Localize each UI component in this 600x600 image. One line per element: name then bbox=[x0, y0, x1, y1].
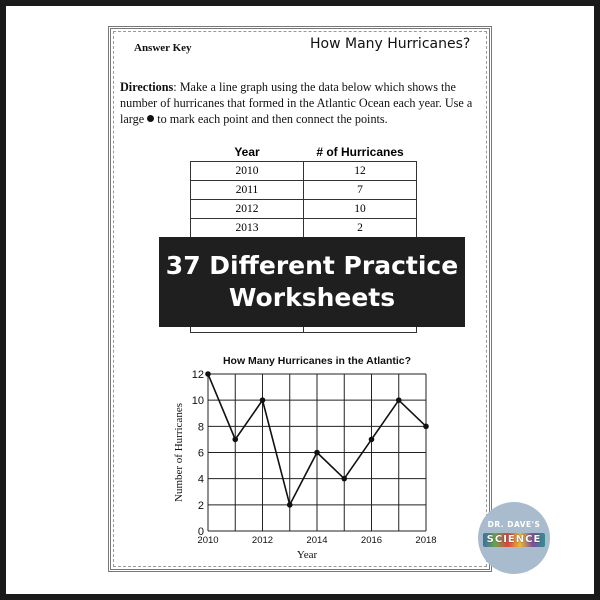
logo-bottom-text: SCIENCE bbox=[483, 533, 545, 547]
y-tick-label: 6 bbox=[197, 447, 204, 460]
x-axis-label: Year bbox=[296, 549, 318, 561]
table-row bbox=[191, 219, 417, 238]
x-tick-label: 2018 bbox=[415, 535, 437, 546]
x-tick-label: 2016 bbox=[360, 535, 383, 546]
data-point bbox=[341, 476, 347, 482]
table-cell-count: 7 bbox=[304, 181, 417, 200]
y-tick-label: 8 bbox=[197, 421, 204, 434]
answer-key-label: Answer Key bbox=[134, 42, 192, 54]
table-header-hurricanes: # of Hurricanes bbox=[316, 145, 404, 159]
directions-text-1: : Make a line graph using the data below which shows the number of hurricanes that formed in the Atlantic Ocean each year. Use a large bbox=[120, 80, 473, 126]
table-row bbox=[191, 162, 417, 181]
x-tick-label: 2012 bbox=[251, 535, 274, 546]
directions-text-2: to mark each point and then connect the points. bbox=[154, 112, 388, 126]
data-point bbox=[205, 371, 211, 377]
table-cell-count: 2 bbox=[304, 219, 417, 238]
data-point bbox=[314, 450, 320, 456]
data-point bbox=[232, 437, 238, 443]
data-point bbox=[369, 437, 375, 443]
x-tick-label: 2014 bbox=[306, 535, 328, 546]
y-tick-label: 0 bbox=[197, 526, 204, 538]
table-cell-year: 2010 bbox=[191, 162, 304, 181]
data-point bbox=[287, 502, 293, 508]
chart-title: How Many Hurricanes in the Atlantic? bbox=[222, 355, 412, 367]
table-row bbox=[191, 200, 417, 219]
y-tick-label: 10 bbox=[191, 395, 204, 408]
table-cell-count: 10 bbox=[304, 200, 417, 219]
table-cell-year: 2012 bbox=[191, 200, 304, 219]
worksheet-title: How Many Hurricanes? bbox=[310, 36, 471, 52]
x-tick-label: 2010 bbox=[197, 535, 219, 546]
y-tick-label: 4 bbox=[197, 473, 204, 486]
data-point bbox=[423, 424, 429, 430]
directions bbox=[120, 79, 480, 127]
table-header-year: Year bbox=[234, 145, 260, 159]
table-cell-year: 2011 bbox=[191, 181, 304, 200]
logo-top-text: DR. DAVE'S bbox=[487, 520, 541, 529]
banner-line-1: 37 Different Practice bbox=[165, 251, 459, 280]
promo-banner bbox=[159, 237, 465, 327]
table-row bbox=[191, 181, 417, 200]
banner-line-2: Worksheets bbox=[228, 283, 396, 312]
line-chart bbox=[160, 350, 450, 565]
brand-logo bbox=[478, 502, 550, 574]
table-cell-count: 12 bbox=[304, 162, 417, 181]
table-cell-year: 2013 bbox=[191, 219, 304, 238]
y-axis-label: Number of Hurricanes bbox=[173, 403, 185, 502]
y-tick-label: 12 bbox=[191, 369, 204, 381]
data-point bbox=[260, 397, 266, 403]
data-point bbox=[396, 397, 402, 403]
y-tick-label: 2 bbox=[197, 499, 204, 512]
directions-label: Directions bbox=[120, 80, 174, 94]
